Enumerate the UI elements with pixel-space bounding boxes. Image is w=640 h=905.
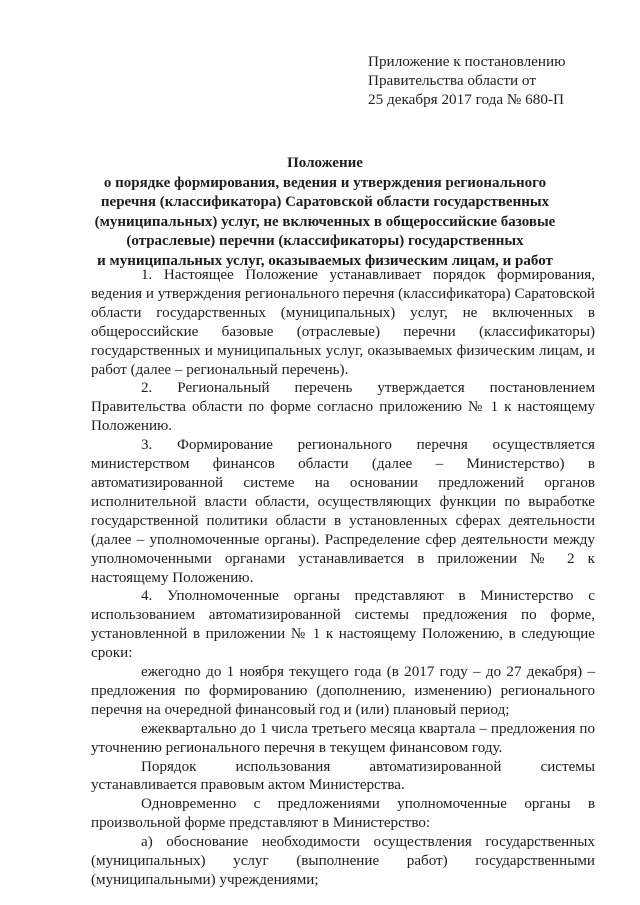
approval-line-1: Приложение к постановлению	[368, 53, 566, 70]
title-line-2: о порядке формирования, ведения и утверждения регионального	[103, 174, 547, 191]
paragraph-2: 2. Региональный перечень утверждается постановлением Правительства области по форме согласно приложению № 1 к настоящему Положению.	[91, 380, 595, 435]
approval-note	[368, 52, 566, 109]
paragraph-annual-deadline: ежегодно до 1 ноября текущего года (в 2017 году – до 27 декабря) – предложения по формированию (дополнению, изменению) регионального перечня на очередной финансовый год и (или) плановый период;	[91, 664, 595, 718]
title-line-4: (муниципальных) услуг, не включенных в общероссийские базовые	[94, 213, 556, 230]
title-line-3: перечня (классификатора) Саратовской области государственных	[100, 194, 550, 211]
paragraph-quarterly-deadline: ежеквартально до 1 числа третьего месяца квартала – предложения по уточнению регионального перечня в текущем финансовом году.	[91, 720, 595, 756]
approval-line-2: Правительства области от	[368, 72, 536, 89]
document-body	[91, 266, 595, 890]
title-line-5: (отраслевые) перечни (классификаторы) государственных	[126, 233, 524, 250]
paragraph-1: 1. Настоящее Положение устанавливает порядок формирования, ведения и утверждения регионального перечня (классификатора) Саратовской области государственных (муниципальных) услуг, не включенных в общероссийские базовые (отраслевые) перечни (классификаторы) государственных и муниципальных услуг, оказываемых физическим лицам, и работ (далее – региональный перечень).	[91, 267, 595, 378]
paragraph-system-usage: Порядок использования автоматизированной системы устанавливается правовым актом Министерства.	[91, 758, 595, 794]
title-line-1: Положение	[287, 155, 363, 171]
paragraph-item-a: а) обоснование необходимости осуществления государственных (муниципальных) услуг (выполнение работ) государственными (муниципальными) учреждениями;	[91, 834, 595, 888]
approval-line-3: 25 декабря 2017 года № 680-П	[368, 91, 564, 108]
paragraph-4: 4. Уполномоченные органы представляют в Министерство с использованием автоматизированной системы предложения по форме, установленной в приложении № 1 к настоящему Положению, в следующие сроки:	[91, 588, 595, 662]
paragraph-additional-docs: Одновременно с предложениями уполномоченные органы в произвольной форме представляют в Министерство:	[91, 796, 595, 832]
title-line-6: и муниципальных услуг, оказываемых физическим лицам, и работ	[97, 252, 553, 269]
paragraph-3: 3. Формирование регионального перечня осуществляется министерством финансов области (далее – Министерство) в автоматизированной системе на основании предложений органов исполнительной власти области, осуществляющих функции по выработке государственной политики области в установленных сферах деятельности (далее – уполномоченные органы). Распределение сфер деятельности между уполномоченными органами устанавливается в приложении № 2 к настоящему Положению.	[91, 437, 595, 586]
document-title	[80, 154, 570, 272]
